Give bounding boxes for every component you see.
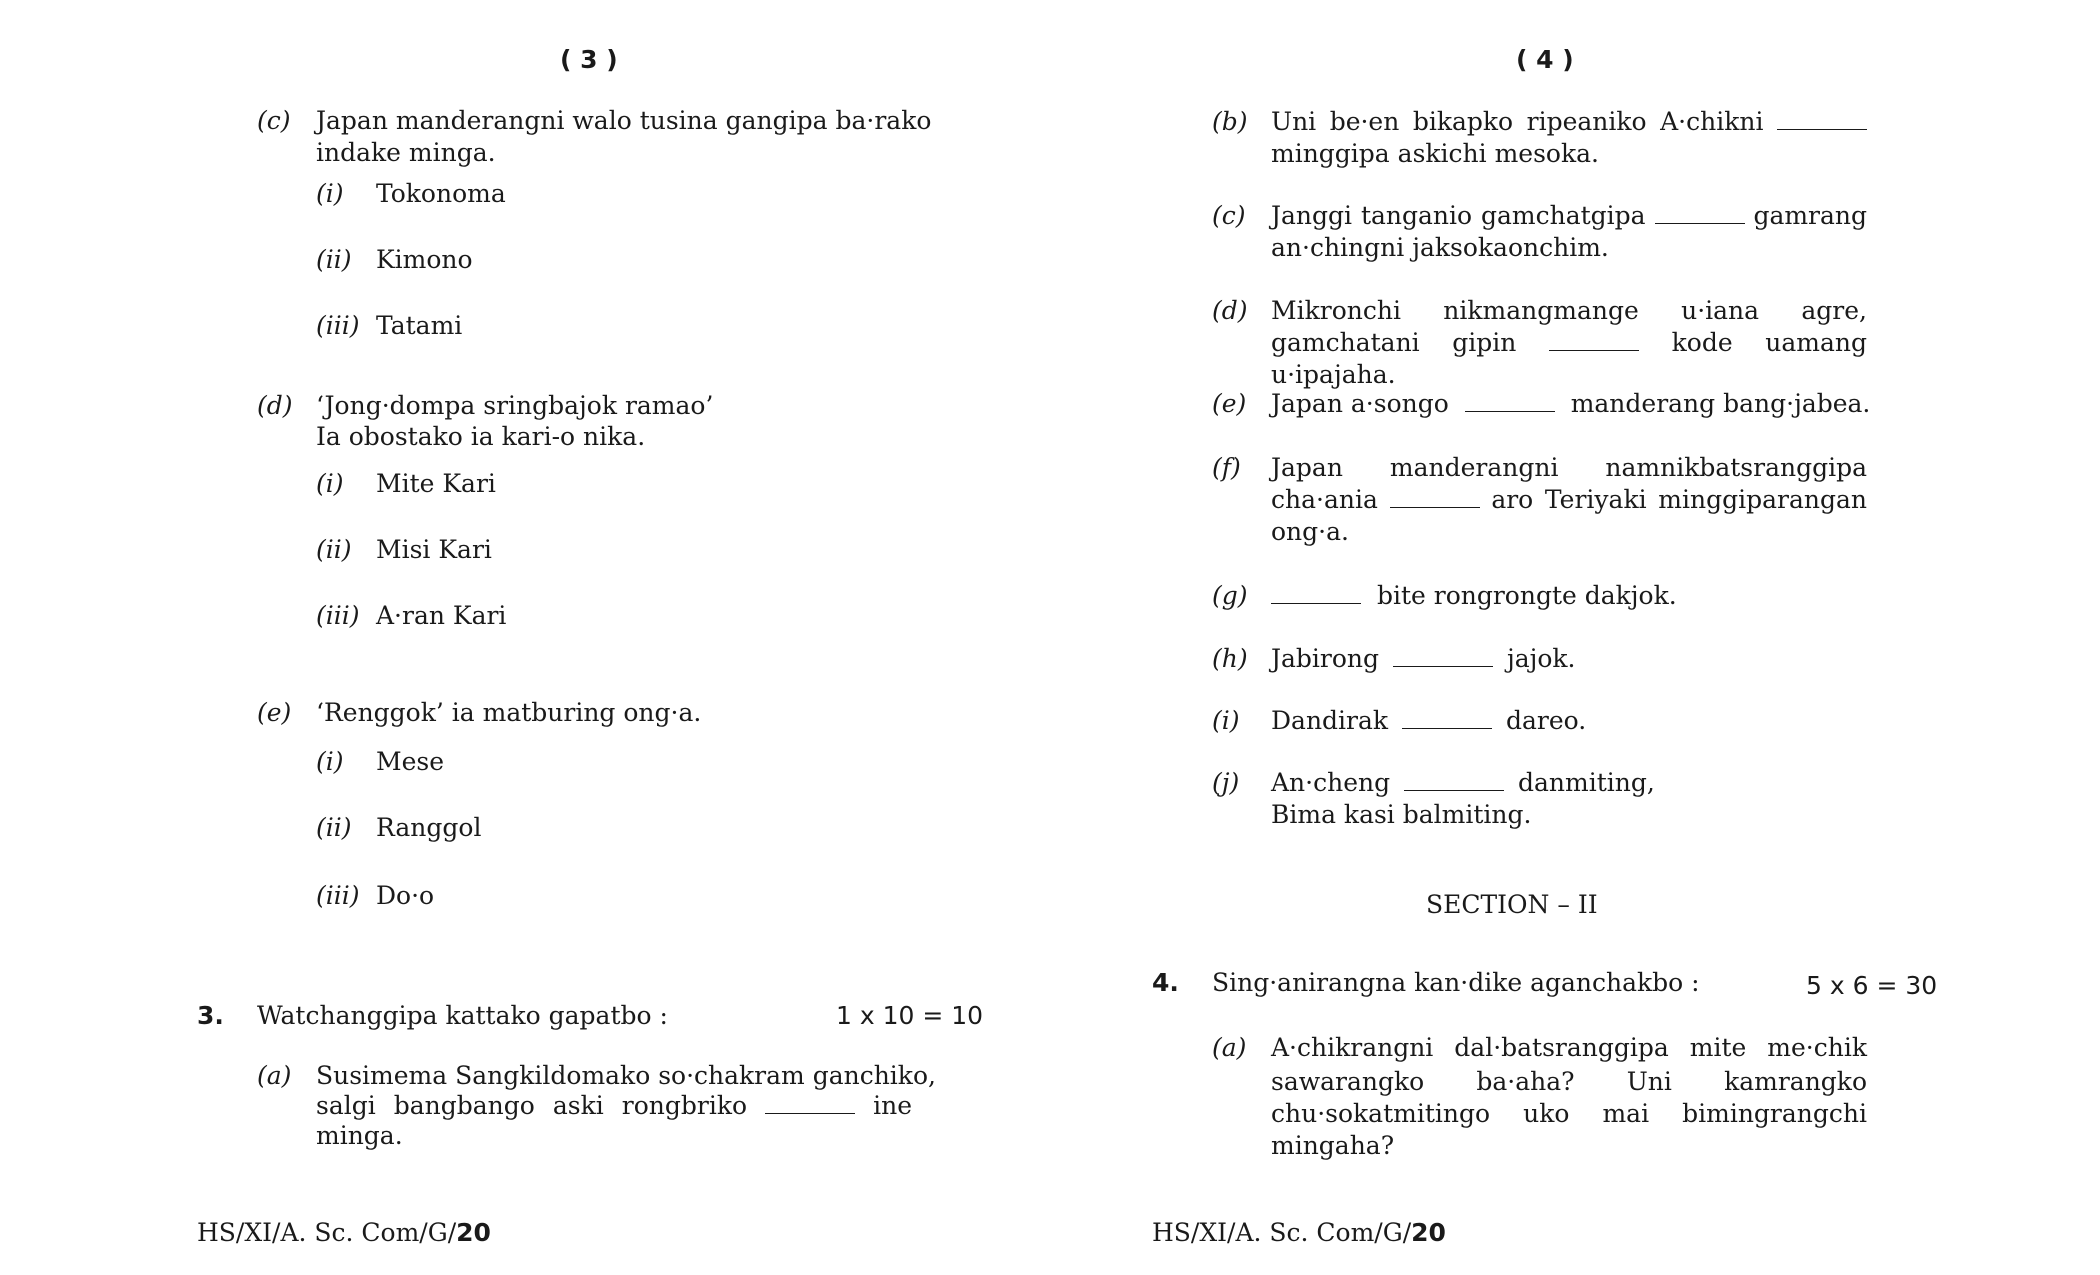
text-segment: Japan manderangni namnikbatsranggipa (1271, 453, 1867, 482)
option-text: Mese (376, 747, 445, 776)
question-d-line2: Ia obostako ia kari-o nika. (316, 422, 646, 451)
question-label-c: (c) (257, 106, 291, 135)
question-f-line2 (1271, 484, 1867, 516)
text-segment: cha·ania (1271, 485, 1378, 514)
option-label: (ii) (316, 535, 352, 564)
footer-code: HS/XI/A. Sc. Com/G/ (197, 1218, 457, 1247)
question-label-d: (d) (1212, 296, 1248, 325)
question-label-e: (e) (1212, 389, 1247, 418)
answer-blank (1390, 485, 1480, 508)
text-segment: chu·sokatmitingo uko mai bimingrangchi (1271, 1099, 1867, 1128)
question-number-4: 4. (1152, 968, 1179, 997)
text-segment: salgi bangbango aski rongbriko (316, 1091, 748, 1120)
question-b-line1 (1271, 106, 1867, 138)
text-segment: Uni be·en bikapko ripeaniko A·chikni (1271, 107, 1764, 136)
option-text: Kimono (376, 245, 473, 274)
section-heading: SECTION – II (1426, 890, 1598, 919)
footer-left (197, 1217, 491, 1249)
option-label: (iii) (316, 881, 360, 910)
answer-blank (1549, 328, 1639, 351)
answer-blank (765, 1091, 855, 1114)
option-label: (i) (316, 179, 344, 208)
question-f-line3: ong·a. (1271, 517, 1349, 546)
question-label-c: (c) (1212, 201, 1246, 230)
text-segment: gamchatani gipin (1271, 328, 1517, 357)
question-i-line1 (1271, 705, 1586, 737)
option-label: (ii) (316, 245, 352, 274)
question-label-h: (h) (1212, 644, 1248, 673)
question-3a-line2 (316, 1090, 912, 1122)
text-segment: jajok. (1506, 644, 1576, 673)
text-segment: sawarangko ba·aha? Uni kamrangko (1271, 1067, 1867, 1096)
question-4a-line2 (1271, 1066, 1867, 1098)
option-label: (ii) (316, 813, 352, 842)
option-label: (i) (316, 747, 344, 776)
option-label: (iii) (316, 601, 360, 630)
text-segment: manderang bang·jabea. (1570, 389, 1871, 418)
option-text: Tokonoma (376, 179, 506, 208)
question-c-line2: indake minga. (316, 138, 496, 167)
question-3-marks: 1 x 10 = 10 (836, 1001, 984, 1030)
question-4a-line4: mingaha? (1271, 1131, 1395, 1160)
question-3a-line1: Susimema Sangkildomako so·chakram ganchiko, (316, 1061, 936, 1090)
text-segment: Japan a·songo (1271, 389, 1449, 418)
answer-blank (1402, 706, 1492, 729)
option-label: (iii) (316, 311, 360, 340)
question-j-line1 (1271, 767, 1655, 799)
text-segment: ine (873, 1091, 912, 1120)
text-segment: bite rongrongte dakjok. (1376, 581, 1677, 610)
option-text: A·ran Kari (376, 601, 507, 630)
footer-right (1152, 1217, 1446, 1249)
question-e-line1: ‘Renggok’ ia matburing ong·a. (316, 698, 702, 727)
answer-blank (1465, 389, 1555, 412)
question-c-line1 (1271, 200, 1867, 232)
answer-blank (1393, 644, 1493, 667)
page-number-left: ( 3 ) (560, 45, 618, 74)
question-label-a: (a) (1212, 1033, 1247, 1062)
option-label: (i) (316, 469, 344, 498)
answer-blank (1655, 201, 1745, 224)
text-segment: dareo. (1505, 706, 1587, 735)
question-g-line1 (1271, 580, 1677, 612)
text-segment: A·chikrangni dal·batsranggipa mite me·chik (1271, 1033, 1867, 1062)
option-text: Mite Kari (376, 469, 496, 498)
text-segment: danmiting, (1518, 768, 1655, 797)
option-text: Ranggol (376, 813, 482, 842)
footer-number: 20 (1411, 1218, 1446, 1247)
option-text: Tatami (376, 311, 463, 340)
text-segment: Jabirong (1271, 644, 1380, 673)
question-label-e: (e) (257, 698, 292, 727)
page-number-right: ( 4 ) (1516, 45, 1574, 74)
option-text: Misi Kari (376, 535, 492, 564)
question-number-3: 3. (197, 1001, 224, 1030)
question-b-line2: minggipa askichi mesoka. (1271, 139, 1599, 168)
question-3-text: Watchanggipa kattako gapatbo : (257, 1001, 668, 1030)
question-c-line2: an·chingni jaksokaonchim. (1271, 233, 1609, 262)
text-segment: An·cheng (1271, 768, 1391, 797)
question-label-i: (i) (1212, 706, 1240, 735)
question-h-line1 (1271, 643, 1576, 675)
question-4-marks: 5 x 6 = 30 (1806, 971, 1938, 1000)
footer-code: HS/XI/A. Sc. Com/G/ (1152, 1218, 1412, 1247)
text-segment: Janggi tanganio gamchatgipa (1271, 201, 1646, 230)
question-4a-line3 (1271, 1098, 1867, 1130)
footer-number: 20 (456, 1218, 491, 1247)
question-e-line1 (1271, 388, 1870, 420)
question-label-g: (g) (1212, 581, 1248, 610)
question-label-f: (f) (1212, 453, 1241, 482)
question-c-line1: Japan manderangni walo tusina gangipa ba·rako (316, 106, 932, 135)
question-j-line2: Bima kasi balmiting. (1271, 800, 1532, 829)
question-4-text: Sing·anirangna kan·dike aganchakbo : (1212, 968, 1700, 997)
text-segment: Mikronchi nikmangmange u·iana agre, (1271, 296, 1867, 325)
text-segment: Dandirak (1271, 706, 1389, 735)
question-label-b: (b) (1212, 107, 1248, 136)
question-d-line1 (1271, 295, 1867, 327)
answer-blank (1404, 768, 1504, 791)
text-segment: kode uamang u·ipajaha. (1271, 328, 1867, 389)
question-label-d: (d) (257, 391, 293, 420)
answer-blank (1271, 581, 1361, 604)
question-label-j: (j) (1212, 768, 1240, 797)
answer-blank (1777, 107, 1867, 130)
question-3a-line3: minga. (316, 1121, 403, 1150)
question-d-line2 (1271, 327, 1867, 391)
question-label-a: (a) (257, 1061, 292, 1090)
question-d-line1: ‘Jong·dompa sringbajok ramao’ (316, 391, 714, 420)
option-text: Do·o (376, 881, 435, 910)
question-4a-line1 (1271, 1032, 1867, 1064)
text-segment: aro Teriyaki minggiparangan (1491, 485, 1867, 514)
text-segment: gamrang (1753, 201, 1868, 230)
question-f-line1 (1271, 452, 1867, 484)
